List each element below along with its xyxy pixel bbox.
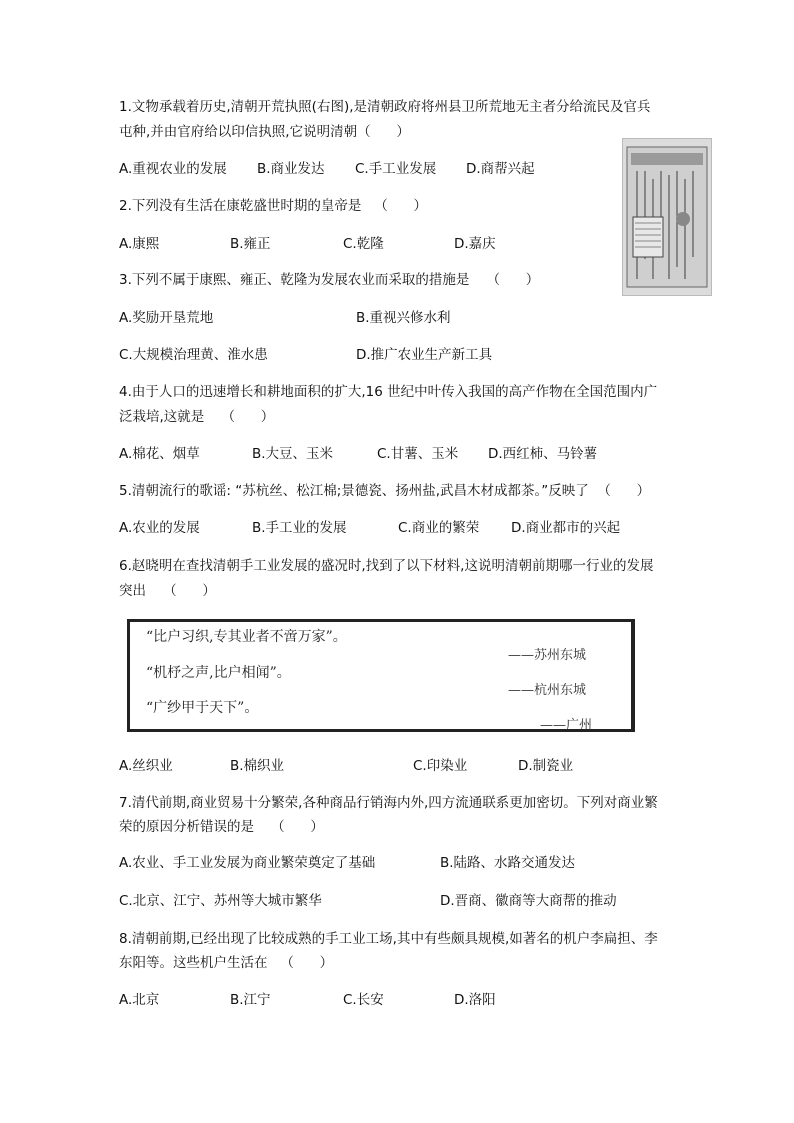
question-4-option-c: C.甘薯、玉米	[377, 446, 459, 462]
question-7-option-d: D.晋商、徽商等大商帮的推动	[440, 893, 617, 909]
question-4-option-a: A.棉花、烟草	[119, 446, 200, 462]
question-5-line-1: 5.清朝流行的歌谣: “苏杭丝、松江棉;景德瓷、扬州盐,武昌木材成都茶。”反映了 （ ）	[119, 483, 651, 499]
question-2-line-1: 2.下列没有生活在康乾盛世时期的皇帝是 （ ）	[119, 198, 428, 214]
question-4-option-b: B.大豆、玉米	[252, 446, 334, 462]
quote-3-source: ——广州	[540, 718, 593, 733]
question-3-option-d: D.推广农业生产新工具	[356, 347, 493, 363]
question-8-line-1: 8.清朝前期,已经出现了比较成熟的手工业工场,其中有些颇具规模,如著名的机户李扁担、李	[119, 931, 658, 947]
question-1-line-2: 屯种,并由官府给以印信执照,它说明清朝（ ）	[119, 124, 410, 140]
question-4-line-1: 4.由于人口的迅速增长和耕地面积的扩大,16 世纪中叶传入我国的高产作物在全国范围内广	[119, 384, 658, 400]
question-3-option-a: A.奖励开垦荒地	[119, 310, 214, 326]
question-3-option-b: B.重视兴修水利	[356, 310, 451, 326]
question-7-option-c: C.北京、江宁、苏州等大城市繁华	[119, 893, 322, 909]
question-7-line-2: 荣的原因分析错误的是 （ ）	[119, 819, 324, 835]
question-2-option-c: C.乾隆	[343, 236, 384, 252]
question-6-option-b: B.棉织业	[230, 758, 285, 774]
question-5-option-b: B.手工业的发展	[252, 520, 347, 536]
question-6-line-2: 突出 （ ）	[119, 583, 216, 599]
question-3-line-1: 3.下列不属于康熙、雍正、乾隆为发展农业而采取的措施是 （ ）	[119, 272, 540, 288]
question-8-line-2: 东阳等。这些机户生活在 （ ）	[119, 955, 334, 971]
question-7-option-a: A.农业、手工业发展为商业繁荣奠定了基础	[119, 855, 376, 871]
question-2-option-d: D.嘉庆	[454, 236, 496, 252]
question-1-option-a: A.重视农业的发展	[119, 161, 227, 177]
question-1-option-c: C.手工业发展	[355, 161, 437, 177]
question-2-option-a: A.康熙	[119, 236, 160, 252]
question-5-option-d: D.商业都市的兴起	[511, 520, 621, 536]
question-8-option-b: B.江宁	[230, 992, 271, 1008]
question-1-option-b: B.商业发达	[257, 161, 325, 177]
quote-2-source: ——杭州东城	[508, 683, 587, 698]
question-2-option-b: B.雍正	[230, 236, 271, 252]
question-5-option-c: C.商业的繁荣	[398, 520, 480, 536]
question-1-line-1: 1.文物承载着历史,清朝开荒执照(右图),是清朝政府将州县卫所荒地无主者分给流民及官兵	[119, 99, 651, 115]
question-1-option-d: D.商帮兴起	[466, 161, 535, 177]
question-3-option-c: C.大规模治理黄、淮水患	[119, 347, 268, 363]
question-6-option-a: A.丝织业	[119, 758, 173, 774]
question-8-option-a: A.北京	[119, 992, 160, 1008]
question-7-line-1: 7.清代前期,商业贸易十分繁荣,各种商品行销海内外,四方流通联系更加密切。下列对商业繁	[119, 795, 658, 811]
quote-2-text: “机杼之声,比户相闻”。	[146, 665, 291, 681]
question-5-option-a: A.农业的发展	[119, 520, 200, 536]
question-6-line-1: 6.赵晓明在查找清朝手工业发展的盛况时,找到了以下材料,这说明清朝前期哪一行业的发展	[119, 558, 654, 574]
question-4-line-2: 泛栽培,这就是 （ ）	[119, 409, 275, 425]
question-7-option-b: B.陆路、水路交通发达	[440, 855, 576, 871]
question-6-option-c: C.印染业	[413, 758, 468, 774]
quote-3-text: “广纱甲于天下”。	[146, 700, 259, 716]
material-quote-box	[127, 619, 635, 732]
land-reclamation-license-image	[622, 138, 712, 296]
question-8-option-d: D.洛阳	[454, 992, 496, 1008]
quote-1-source: ——苏州东城	[508, 648, 587, 663]
question-6-option-d: D.制瓷业	[518, 758, 574, 774]
quote-1-text: “比户习织,专其业者不啻万家”。	[146, 629, 347, 645]
question-4-option-d: D.西红柿、马铃薯	[488, 446, 598, 462]
question-8-option-c: C.长安	[343, 992, 384, 1008]
